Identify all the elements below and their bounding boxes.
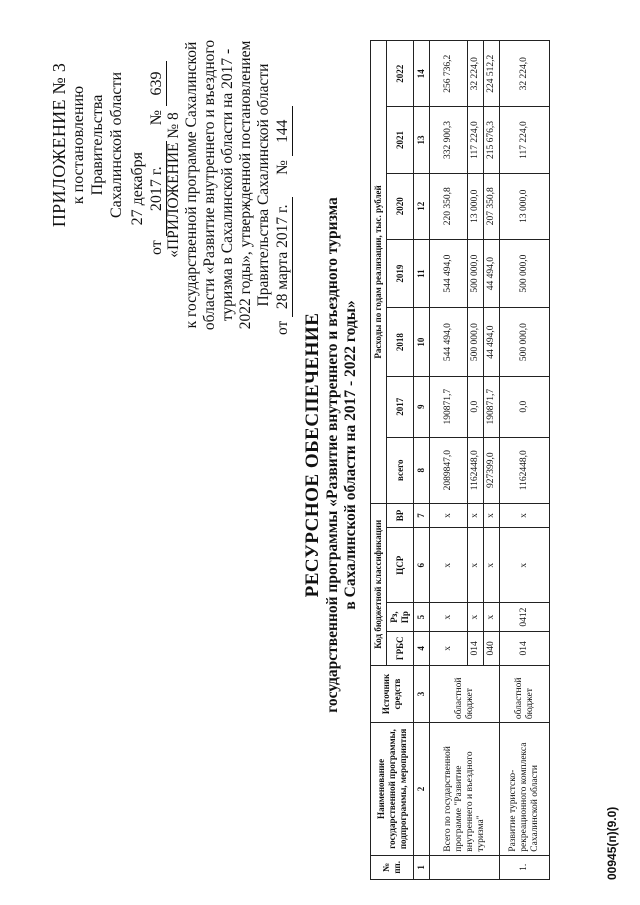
- cell-2018: 44 494,0: [484, 308, 500, 376]
- total-source-cell: областной бюджет: [430, 665, 500, 722]
- cell-rzpr: х: [484, 603, 500, 632]
- annex-date-value: 28 марта 2017 г.: [274, 197, 293, 317]
- col-number: 2: [414, 723, 430, 856]
- header-source: Источник средств: [371, 665, 414, 722]
- annex-line4: туризма в Сахалинской области на 2017 -: [219, 48, 236, 322]
- table-row: [500, 41, 550, 880]
- cell-grbs: х: [430, 631, 468, 665]
- cell-2020: 13 000,0: [500, 173, 550, 239]
- col-number: 5: [414, 603, 430, 632]
- col-number: 10: [414, 308, 430, 376]
- annex-number-prefix: №: [274, 160, 291, 175]
- cell-2021: 117 224,0: [500, 107, 550, 173]
- cell-2019: 44 494,0: [484, 239, 500, 307]
- document-title: [302, 15, 360, 895]
- appendix-to-line1: к постановлению Правительства: [70, 85, 106, 205]
- resource-table: [370, 40, 550, 880]
- appendix-date-value: 27 декабря 2017 г.: [128, 141, 167, 236]
- cell-grbs: 040: [484, 631, 500, 665]
- cell-2021: 117 224,0: [468, 107, 484, 173]
- annex-line5: 2022 годы», утвержденной постановлением: [237, 40, 254, 330]
- total-name-cell: Всего по государственной программе "Развитие внутреннего и въездного туризма": [430, 723, 500, 856]
- cell-vr: х: [430, 503, 468, 527]
- cell-csr: х: [500, 528, 550, 603]
- header-total: всего: [387, 437, 414, 503]
- cell-csr: х: [430, 528, 468, 603]
- header-grbs: ГРБС: [387, 631, 414, 665]
- cell-grbs: 014: [468, 631, 484, 665]
- cell-rzpr: х: [468, 603, 484, 632]
- cell-2019: 500 000,0: [500, 239, 550, 307]
- annex-line2: к государственной программе Сахалинской: [183, 41, 200, 329]
- cell-2019: 544 494,0: [430, 239, 468, 307]
- col-number: 8: [414, 437, 430, 503]
- annex-date-line: [274, 35, 293, 335]
- cell-2022: 256 736,2: [430, 41, 468, 107]
- col-number: 4: [414, 631, 430, 665]
- header-rzpr: Рз, Пр: [387, 603, 414, 632]
- total-num-cell: [430, 855, 500, 879]
- table-row: [430, 41, 468, 880]
- annex-number-value: 144: [274, 106, 293, 156]
- appendix-header: [50, 35, 167, 255]
- title-line2: государственной программы «Развитие внутреннего и въездного туризма: [324, 197, 341, 713]
- cell-total: 2089847,0: [430, 437, 468, 503]
- annex-line3: области «Развитие внутреннего и въездного: [201, 39, 218, 331]
- header-csr: ЦСР: [387, 528, 414, 603]
- rotated-page: [10, 15, 630, 895]
- col-number: 13: [414, 107, 430, 173]
- cell-2020: 13 000,0: [468, 173, 484, 239]
- annex-line6: Правительства Сахалинской области: [255, 63, 272, 307]
- cell-total: 1162448,0: [468, 437, 484, 503]
- annex-block: [165, 35, 293, 335]
- header-2020: 2020: [387, 173, 414, 239]
- header-2017: 2017: [387, 376, 414, 437]
- annex-line1: «ПРИЛОЖЕНИЕ № 8: [165, 112, 182, 258]
- cell-vr: х: [500, 503, 550, 527]
- cell-2018: 500 000,0: [500, 308, 550, 376]
- col-number: 7: [414, 503, 430, 527]
- cell-2017: 0,0: [468, 376, 484, 437]
- cell-grbs: 014: [500, 631, 550, 665]
- cell-2022: 32 224,0: [468, 41, 484, 107]
- cell-2018: 500 000,0: [468, 308, 484, 376]
- col-number: 9: [414, 376, 430, 437]
- header-2019: 2019: [387, 239, 414, 307]
- row1-num: 1.: [500, 855, 550, 879]
- header-2021: 2021: [387, 107, 414, 173]
- header-name: Наименование государственной программы, подпрограммы, мероприятия: [371, 723, 414, 856]
- cell-2017: 0,0: [500, 376, 550, 437]
- col-number: 14: [414, 41, 430, 107]
- footer-code: 00945(п)(9.0): [605, 806, 619, 880]
- cell-2019: 500 000,0: [468, 239, 484, 307]
- header-vr: ВР: [387, 503, 414, 527]
- cell-vr: х: [484, 503, 500, 527]
- header-expenses: Расходы по годам реализации, тыс. рублей: [371, 41, 387, 504]
- appendix-date-prefix: от: [148, 240, 165, 255]
- cell-2017: 190871,7: [430, 376, 468, 437]
- cell-rzpr: 0412: [500, 603, 550, 632]
- cell-2021: 215 676,3: [484, 107, 500, 173]
- header-num: № пп.: [371, 855, 414, 879]
- cell-2018: 544 494,0: [430, 308, 468, 376]
- col-number: 11: [414, 239, 430, 307]
- header-budget-code: Код бюджетной классификации: [371, 503, 387, 665]
- cell-csr: х: [468, 528, 484, 603]
- header-2018: 2018: [387, 308, 414, 376]
- appendix-date-line: [128, 35, 167, 255]
- cell-vr: х: [468, 503, 484, 527]
- appendix-to-line2: Сахалинской области: [108, 71, 125, 219]
- cell-2022: 224 512,2: [484, 41, 500, 107]
- col-number: 1: [414, 855, 430, 879]
- appendix-number-prefix: №: [148, 109, 165, 126]
- title-line1: РЕСУРСНОЕ ОБЕСПЕЧЕНИЕ: [302, 312, 323, 598]
- cell-2022: 32 224,0: [500, 41, 550, 107]
- row1-source: областной бюджет: [500, 665, 550, 722]
- appendix-title: ПРИЛОЖЕНИЕ № 3: [49, 62, 69, 228]
- cell-csr: х: [484, 528, 500, 603]
- cell-2017: 190871,7: [484, 376, 500, 437]
- col-number: 3: [414, 665, 430, 722]
- appendix-number-value: 639: [147, 61, 167, 106]
- title-line3: в Сахалинской области на 2017 - 2022 годы»: [342, 300, 359, 610]
- cell-total: 927399,0: [484, 437, 500, 503]
- cell-2020: 220 350,8: [430, 173, 468, 239]
- row1-name: Развитие туристско-рекреационного комплекса Сахалинской области: [500, 723, 550, 856]
- cell-rzpr: х: [430, 603, 468, 632]
- header-2022: 2022: [387, 41, 414, 107]
- cell-2021: 332 900,3: [430, 107, 468, 173]
- annex-date-prefix: от: [274, 320, 291, 335]
- cell-total: 1162448,0: [500, 437, 550, 503]
- col-number: 6: [414, 528, 430, 603]
- column-number-row: [414, 41, 430, 880]
- cell-2020: 207 350,8: [484, 173, 500, 239]
- col-number: 12: [414, 173, 430, 239]
